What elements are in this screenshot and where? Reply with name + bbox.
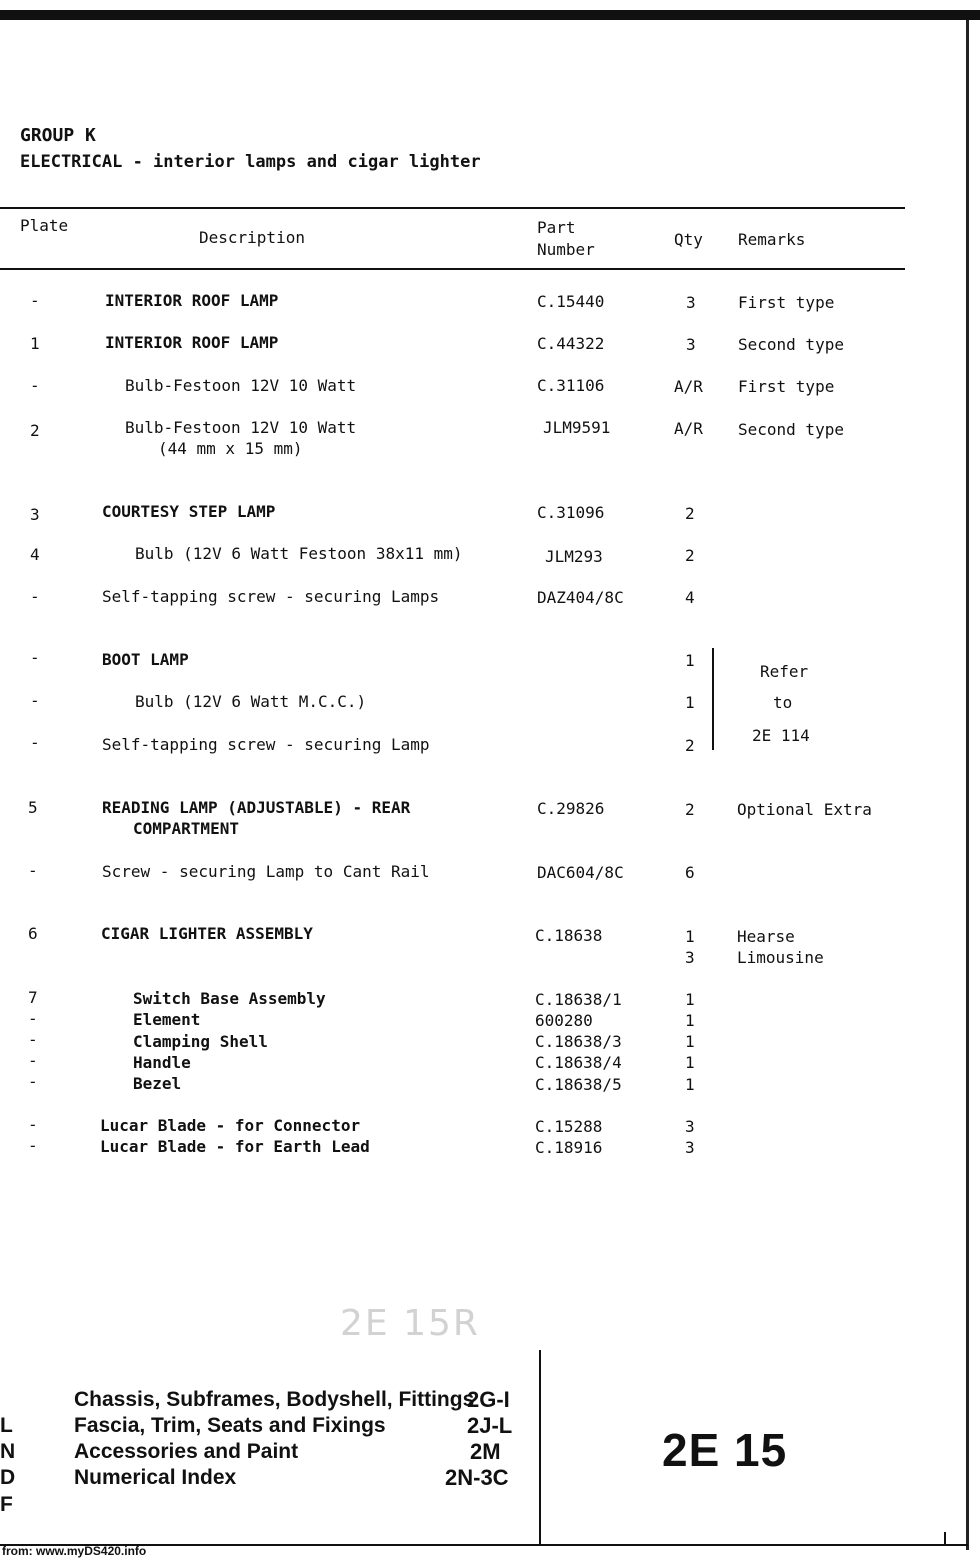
- qty-cell: 4: [685, 588, 695, 607]
- edge-letter: N: [0, 1440, 16, 1463]
- plate-cell: -: [30, 648, 40, 667]
- part-number-cell: C.15440: [537, 292, 605, 311]
- description-cell: Self-tapping screw - securing Lamps: [102, 587, 440, 606]
- section-subtitle: ELECTRICAL - interior lamps and cigar lighter: [20, 152, 481, 172]
- qty-cell: 1: [685, 651, 695, 670]
- plate-cell: -: [28, 1136, 38, 1155]
- description-cell: Bulb (12V 6 Watt Festoon 38x11 mm): [135, 544, 463, 563]
- qty-cell: 3: [685, 1117, 695, 1136]
- description-cell: COURTESY STEP LAMP: [102, 502, 276, 521]
- plate-cell: 5: [28, 798, 38, 817]
- col-header-qty: Qty: [674, 230, 703, 249]
- remark-cell: Optional Extra: [737, 800, 872, 819]
- qty-cell: 3: [686, 335, 696, 354]
- refer-bracket: [712, 648, 714, 750]
- plate-cell: -: [28, 1030, 38, 1049]
- footer-index-label: Fascia, Trim, Seats and Fixings: [74, 1414, 386, 1437]
- footer-index-code: 2G-I: [467, 1387, 510, 1412]
- refer-to-label: to: [773, 693, 793, 712]
- plate-cell: -: [30, 587, 40, 606]
- edge-letter: F: [0, 1493, 13, 1516]
- description-cell: CIGAR LIGHTER ASSEMBLY: [101, 924, 313, 943]
- qty-cell: A/R: [674, 419, 703, 438]
- plate-cell: -: [30, 691, 40, 710]
- footer-corner-tick: [944, 1532, 946, 1544]
- qty-cell: 3: [685, 1138, 695, 1157]
- remark-cell: Hearse: [737, 927, 795, 946]
- plate-cell: -: [30, 376, 40, 395]
- description-cell: Self-tapping screw - securing Lamp: [102, 735, 430, 754]
- part-number-cell: JLM9591: [543, 418, 611, 437]
- part-number-cell: DAZ404/8C: [537, 588, 624, 607]
- refer-label: Refer: [760, 662, 809, 681]
- description-cell: Bulb-Festoon 12V 10 Watt: [125, 376, 357, 395]
- footer-divider: [539, 1350, 541, 1545]
- footer-index-label: Chassis, Subframes, Bodyshell, Fittings: [74, 1388, 475, 1411]
- qty-cell: 3: [686, 293, 696, 312]
- qty-cell: 1: [685, 1075, 695, 1094]
- description-cell: Bulb (12V 6 Watt M.C.C.): [135, 692, 367, 711]
- qty-cell: 1: [685, 693, 695, 712]
- plate-cell: -: [30, 291, 40, 310]
- description-cell: Screw - securing Lamp to Cant Rail: [102, 862, 430, 881]
- description-cell: READING LAMP (ADJUSTABLE) - REAR: [102, 798, 411, 817]
- group-title: GROUP K: [20, 125, 96, 146]
- description-cell: INTERIOR ROOF LAMP: [105, 333, 279, 352]
- plate-cell: 6: [28, 924, 38, 943]
- qty-cell: 2: [685, 800, 695, 819]
- description-cell: BOOT LAMP: [102, 650, 189, 669]
- footer-index-code: 2N-3C: [445, 1465, 509, 1490]
- plate-cell: -: [28, 861, 38, 880]
- description-cell-line2: COMPARTMENT: [133, 819, 239, 838]
- plate-cell: 1: [30, 334, 40, 353]
- part-number-cell: C.15288: [535, 1117, 603, 1136]
- qty-cell: 2: [685, 546, 695, 565]
- qty-cell: 1: [685, 1032, 695, 1051]
- part-number-cell: C.18638/5: [535, 1075, 622, 1094]
- description-cell-line2: (44 mm x 15 mm): [158, 439, 303, 458]
- handwritten-page-note: 2E 15R: [340, 1303, 480, 1344]
- qty-cell: 1: [685, 1053, 695, 1072]
- qty-cell: A/R: [674, 377, 703, 396]
- source-watermark: from: www.myDS420.info: [2, 1544, 147, 1558]
- description-cell: Lucar Blade - for Connector: [100, 1116, 361, 1135]
- plate-cell: -: [28, 1115, 38, 1134]
- description-cell: Bulb-Festoon 12V 10 Watt: [125, 418, 357, 437]
- footer-index-label: Numerical Index: [74, 1466, 237, 1489]
- part-number-cell: C.29826: [537, 799, 605, 818]
- description-cell: Bezel: [133, 1074, 182, 1093]
- col-header-part-1: Part: [537, 218, 576, 237]
- remark-cell: First type: [738, 377, 835, 396]
- plate-cell: 7: [28, 988, 38, 1007]
- footer-index-label: Accessories and Paint: [74, 1440, 299, 1463]
- footer-index-code: 2M: [470, 1439, 501, 1464]
- plate-cell: 3: [30, 505, 40, 524]
- edge-letter: D: [0, 1466, 16, 1489]
- part-number-cell: C.18916: [535, 1138, 603, 1157]
- right-border: [966, 20, 969, 1550]
- remark-cell-line2: Limousine: [737, 948, 824, 967]
- part-number-cell: JLM293: [545, 547, 603, 566]
- part-number-cell: C.31106: [537, 376, 605, 395]
- description-cell: Switch Base Assembly: [133, 989, 326, 1008]
- page-number: 2E 15: [662, 1424, 788, 1476]
- description-cell: INTERIOR ROOF LAMP: [105, 291, 279, 310]
- qty-cell: 1: [685, 1011, 695, 1030]
- col-header-part-2: Number: [537, 240, 595, 259]
- col-header-remarks: Remarks: [738, 230, 806, 249]
- qty-cell: 2: [685, 504, 695, 523]
- refer-page-label: 2E 114: [752, 726, 810, 745]
- table-top-rule: [0, 207, 905, 209]
- description-cell: Clamping Shell: [133, 1032, 268, 1051]
- qty-cell: 1: [685, 927, 695, 946]
- edge-letter: L: [0, 1414, 13, 1437]
- part-number-cell: C.18638: [535, 926, 603, 945]
- footer-index-code: 2J-L: [467, 1413, 513, 1438]
- plate-cell: 2: [30, 421, 40, 440]
- remark-cell: First type: [738, 293, 835, 312]
- part-number-cell: C.18638/1: [535, 990, 622, 1009]
- qty-cell: 1: [685, 990, 695, 1009]
- qty-cell-line2: 3: [685, 948, 695, 967]
- plate-cell: -: [28, 1072, 38, 1091]
- plate-cell: -: [30, 733, 40, 752]
- qty-cell: 2: [685, 736, 695, 755]
- part-number-cell: 600280: [535, 1011, 593, 1030]
- remark-cell: Second type: [738, 335, 844, 354]
- col-header-description: Description: [199, 228, 305, 247]
- plate-cell: 4: [30, 545, 40, 564]
- description-cell: Lucar Blade - for Earth Lead: [100, 1137, 370, 1156]
- col-header-plate: Plate: [20, 216, 69, 235]
- part-number-cell: C.18638/4: [535, 1053, 622, 1072]
- part-number-cell: C.44322: [537, 334, 605, 353]
- top-border: [0, 10, 980, 20]
- remark-cell: Second type: [738, 420, 844, 439]
- qty-cell: 6: [685, 863, 695, 882]
- plate-cell: -: [28, 1009, 38, 1028]
- part-number-cell: C.18638/3: [535, 1032, 622, 1051]
- table-header-rule: [0, 268, 905, 270]
- part-number-cell: DAC604/8C: [537, 863, 624, 882]
- description-cell: Handle: [133, 1053, 191, 1072]
- part-number-cell: C.31096: [537, 503, 605, 522]
- description-cell: Element: [133, 1010, 201, 1029]
- plate-cell: -: [28, 1051, 38, 1070]
